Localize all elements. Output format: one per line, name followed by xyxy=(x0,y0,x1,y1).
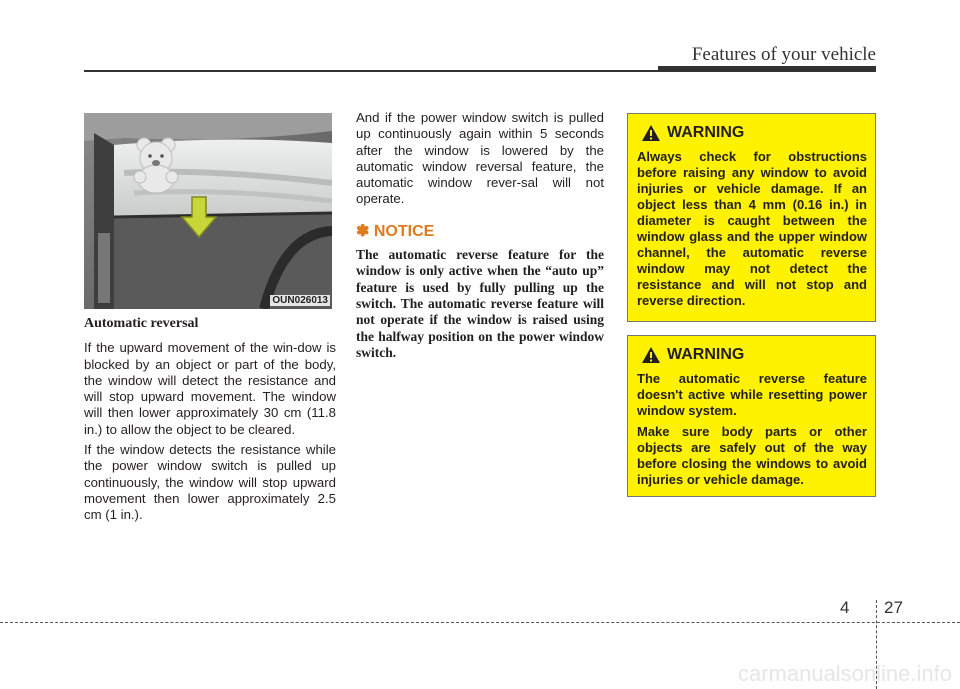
warning-triangle-icon xyxy=(641,124,661,142)
body-paragraph: If the window detects the resistance while the power window switch is pulled up continuously, the window will stop upward movement then lower approximately 2.5 cm (1 in.). xyxy=(84,442,336,523)
header-rule xyxy=(84,70,658,72)
chapter-number: 4 xyxy=(840,598,850,617)
body-paragraph: And if the power window switch is pulled up continuously again within 5 seconds after the window is lowered by the automatic window reversal feature, the automatic window rever-sal will not operate. xyxy=(356,110,604,207)
section-heading: Automatic reversal xyxy=(84,316,199,331)
window-photo xyxy=(84,113,332,309)
watermark: carmanualsonline.info xyxy=(737,661,952,686)
warning-text: Always check for obstructions before raising any window to avoid injuries or vehicle damage. If an object less than 4 mm (0.16 in.) in diameter is caught between the window glass and the upper window channel, the automatic reverse window may not detect the resistance and will not stop and reverse direction. xyxy=(637,149,867,308)
notice-heading: ✽ NOTICE xyxy=(356,222,435,240)
warning-heading: WARNING xyxy=(667,346,745,363)
header-bar xyxy=(658,66,876,72)
middle-column xyxy=(356,110,604,362)
figure-id: OUN026013 xyxy=(272,295,328,306)
car-window-illustration xyxy=(84,113,332,309)
notice-body: The automatic reverse feature for the window is only active when the “auto up” feature is used by fully pulling up the switch. The automatic reverse feature will not operate if the window is raised using the halfway position on the power window switch. xyxy=(356,246,604,361)
warning-text: Make sure body parts or other objects are safely out of the way before closing the windows to avoid injuries or vehicle damage. xyxy=(637,424,867,487)
footer-rule xyxy=(0,622,960,623)
page-number: 27 xyxy=(884,598,903,617)
warning-box xyxy=(627,113,876,322)
header-title: Features of your vehicle xyxy=(691,44,876,65)
warning-triangle-icon xyxy=(641,346,661,364)
body-paragraph: If the upward movement of the win-dow is blocked by an object or part of the body, the window will detect the resistance and will stop upward movement. The window will then lower approximately 30 cm (11.8 in.) to allow the object to be cleared. xyxy=(84,340,336,437)
warning-box xyxy=(627,335,876,497)
warning-heading: WARNING xyxy=(667,124,745,141)
warning-text: The automatic reverse feature doesn't active while resetting power window system. xyxy=(637,371,867,418)
left-column xyxy=(84,316,336,528)
